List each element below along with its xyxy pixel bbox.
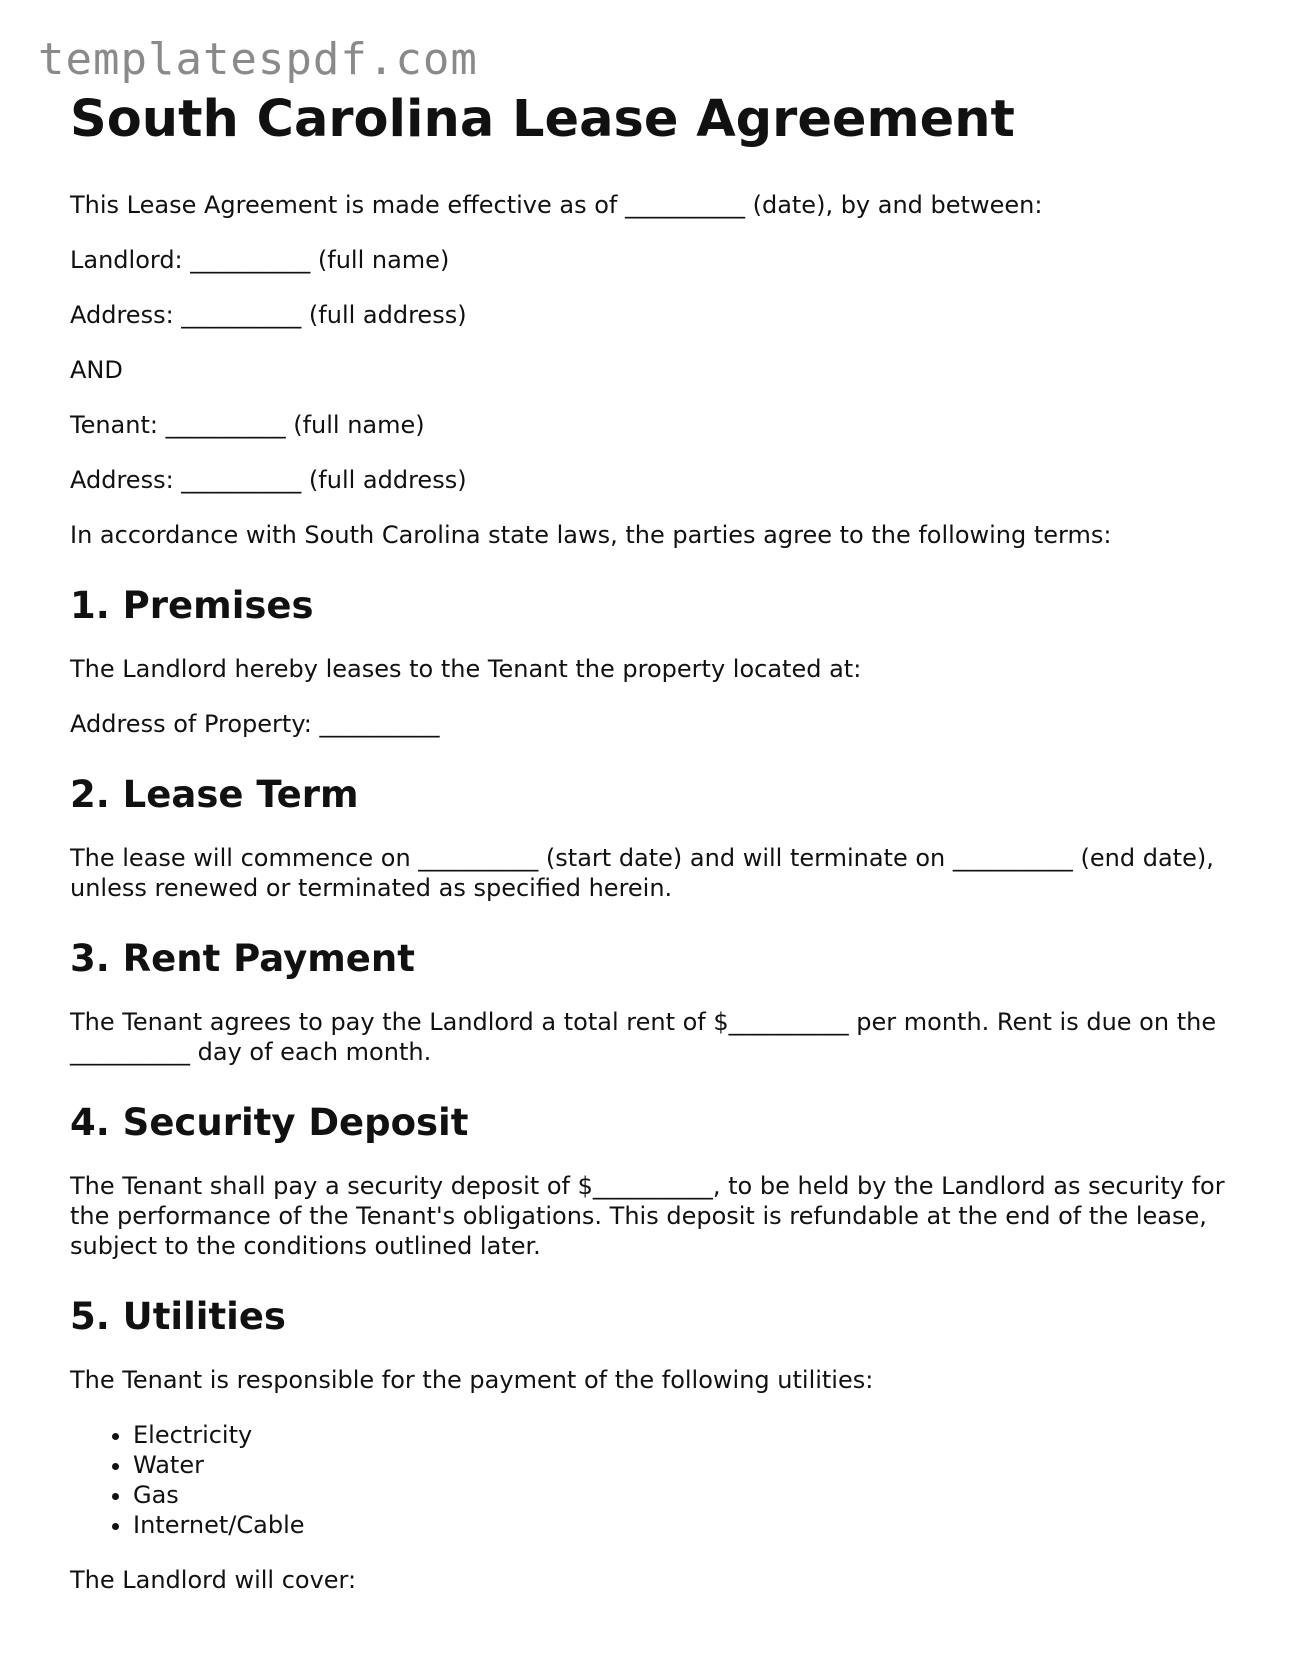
rent-text: The Tenant agrees to pay the Landlord a total rent of $__________ per month. Rent is due on the __________ day of each month. [70,1008,1217,1066]
document-page [70,90,1230,1595]
tenant-address-line: Address: __________ (full address) [70,466,467,494]
list-item: • Water [133,1450,1230,1480]
property-address-line: Address of Property: __________ [70,710,440,738]
list-item: • Gas [133,1480,1230,1510]
landlord-address-line: Address: __________ (full address) [70,301,467,329]
list-item: • Internet/Cable [133,1510,1230,1540]
effective-date-line: This Lease Agreement is made effective as of __________ (date), by and between: [70,191,1043,219]
section-heading-utilities: 5. Utilities [70,1295,286,1338]
accordance-line: In accordance with South Carolina state laws, the parties agree to the following terms: [70,521,1112,549]
premises-text: The Landlord hereby leases to the Tenant the property located at: [70,655,862,683]
section-heading-premises: 1. Premises [70,584,314,627]
watermark: templatespdf.com [38,34,478,85]
section-heading-lease-term: 2. Lease Term [70,773,359,816]
section-heading-deposit: 4. Security Deposit [70,1101,469,1144]
utilities-list [70,1420,1230,1540]
landlord-cover-line: The Landlord will cover: [70,1566,357,1594]
utilities-text: The Tenant is responsible for the payment of the following utilities: [70,1366,874,1394]
tenant-line: Tenant: __________ (full name) [70,411,425,439]
landlord-line: Landlord: __________ (full name) [70,246,450,274]
lease-term-text: The lease will commence on __________ (start date) and will terminate on __________ (end date), unless renewed or terminated as specified herein. [70,844,1214,902]
document-title: South Carolina Lease Agreement [70,90,1015,149]
list-item: • Electricity [133,1420,1230,1450]
and-line: AND [70,356,123,384]
section-heading-rent: 3. Rent Payment [70,937,415,980]
deposit-text: The Tenant shall pay a security deposit of $__________, to be held by the Landlord as security for the performance of the Tenant's obligations. This deposit is refundable at the end of the lease, subject to the conditions outlined later. [70,1172,1225,1260]
